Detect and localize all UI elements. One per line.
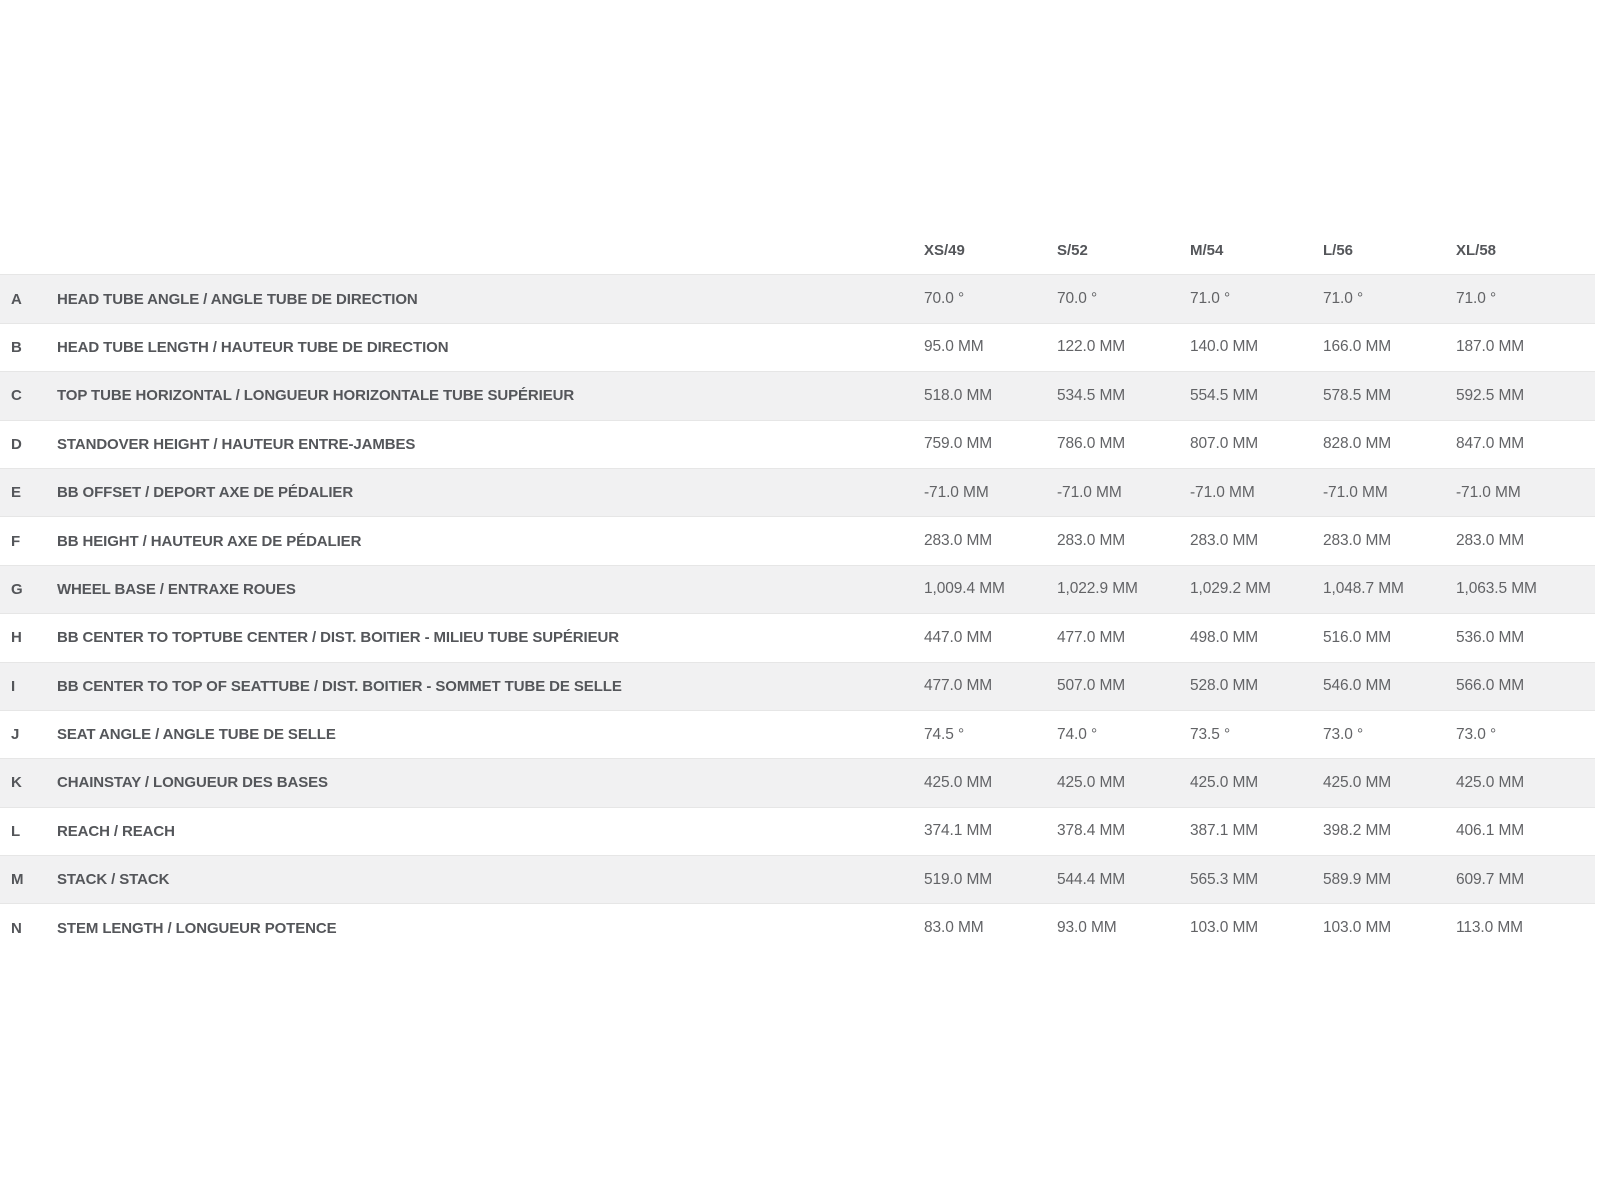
row-letter: D: [11, 435, 22, 453]
value-cell: 807.0 MM: [1190, 435, 1259, 453]
value-cell: 374.1 MM: [924, 822, 993, 840]
geometry-table: [0, 226, 1595, 952]
value-cell: 565.3 MM: [1190, 870, 1259, 888]
row-label: HEAD TUBE ANGLE / ANGLE TUBE DE DIRECTION: [57, 290, 418, 308]
table-row: [0, 468, 1595, 516]
value-cell: 578.5 MM: [1323, 386, 1392, 404]
value-cell: 425.0 MM: [1323, 773, 1392, 791]
row-letter: E: [11, 484, 22, 502]
value-cell: 847.0 MM: [1456, 435, 1525, 453]
table-row: [0, 855, 1595, 903]
value-cell: 166.0 MM: [1323, 338, 1392, 356]
value-cell: 283.0 MM: [1190, 532, 1259, 550]
value-cell: -71.0 MM: [1323, 483, 1388, 501]
value-cell: 528.0 MM: [1190, 677, 1259, 695]
value-cell: 73.5 °: [1190, 725, 1231, 743]
row-label: REACH / REACH: [57, 822, 175, 840]
value-cell: -71.0 MM: [1456, 483, 1521, 501]
value-cell: 425.0 MM: [1190, 773, 1259, 791]
table-row: [0, 613, 1595, 661]
value-cell: 544.4 MM: [1057, 870, 1126, 888]
table-header-row: [0, 226, 1595, 274]
value-cell: 425.0 MM: [924, 773, 993, 791]
value-cell: 398.2 MM: [1323, 822, 1392, 840]
value-cell: 71.0 °: [1190, 290, 1231, 308]
value-cell: 477.0 MM: [1057, 628, 1126, 646]
value-cell: 425.0 MM: [1057, 773, 1126, 791]
row-letter: K: [11, 774, 22, 792]
value-cell: 93.0 MM: [1057, 919, 1117, 937]
row-letter: J: [11, 726, 20, 744]
value-cell: 187.0 MM: [1456, 338, 1525, 356]
value-cell: 786.0 MM: [1057, 435, 1126, 453]
row-label: BB CENTER TO TOP OF SEATTUBE / DIST. BOITIER - SOMMET TUBE DE SELLE: [57, 677, 622, 695]
row-letter: L: [11, 822, 21, 840]
value-cell: 447.0 MM: [924, 628, 993, 646]
value-cell: 71.0 °: [1323, 290, 1364, 308]
value-cell: 406.1 MM: [1456, 822, 1525, 840]
value-cell: 387.1 MM: [1190, 822, 1259, 840]
value-cell: 592.5 MM: [1456, 386, 1525, 404]
value-cell: 73.0 °: [1323, 725, 1364, 743]
row-label: BB CENTER TO TOPTUBE CENTER / DIST. BOITIER - MILIEU TUBE SUPÉRIEUR: [57, 629, 619, 647]
column-header-m-54: M/54: [1190, 241, 1224, 259]
value-cell: 140.0 MM: [1190, 338, 1259, 356]
row-label: HEAD TUBE LENGTH / HAUTEUR TUBE DE DIRECTION: [57, 338, 449, 356]
value-cell: -71.0 MM: [1190, 483, 1255, 501]
value-cell: 534.5 MM: [1057, 386, 1126, 404]
value-cell: 498.0 MM: [1190, 628, 1259, 646]
value-cell: 519.0 MM: [924, 870, 993, 888]
value-cell: 1,063.5 MM: [1456, 580, 1537, 598]
value-cell: 103.0 MM: [1190, 919, 1259, 937]
column-header-l-56: L/56: [1323, 241, 1354, 259]
row-letter: F: [11, 532, 21, 550]
value-cell: 1,022.9 MM: [1057, 580, 1138, 598]
table-row: [0, 807, 1595, 855]
value-cell: 1,048.7 MM: [1323, 580, 1404, 598]
row-label: STEM LENGTH / LONGUEUR POTENCE: [57, 919, 337, 937]
value-cell: 74.5 °: [924, 725, 965, 743]
value-cell: 378.4 MM: [1057, 822, 1126, 840]
value-cell: 477.0 MM: [924, 677, 993, 695]
value-cell: 83.0 MM: [924, 919, 984, 937]
value-cell: -71.0 MM: [924, 483, 989, 501]
row-letter: B: [11, 338, 22, 356]
row-label: TOP TUBE HORIZONTAL / LONGUEUR HORIZONTALE TUBE SUPÉRIEUR: [57, 387, 575, 405]
table-row: [0, 565, 1595, 613]
value-cell: 113.0 MM: [1456, 919, 1523, 937]
table-row: [0, 274, 1595, 322]
row-label: BB HEIGHT / HAUTEUR AXE DE PÉDALIER: [57, 532, 362, 550]
value-cell: 283.0 MM: [1057, 532, 1126, 550]
value-cell: 283.0 MM: [1323, 532, 1392, 550]
value-cell: 1,009.4 MM: [924, 580, 1005, 598]
row-letter: N: [11, 919, 22, 937]
row-letter: A: [11, 290, 22, 308]
value-cell: 122.0 MM: [1057, 338, 1126, 356]
table-row: [0, 758, 1595, 806]
value-cell: 566.0 MM: [1456, 677, 1525, 695]
value-cell: 425.0 MM: [1456, 773, 1525, 791]
value-cell: 73.0 °: [1456, 725, 1497, 743]
value-cell: 71.0 °: [1456, 290, 1497, 308]
value-cell: 95.0 MM: [924, 338, 984, 356]
row-label: WHEEL BASE / ENTRAXE ROUES: [57, 580, 296, 598]
table-row: [0, 710, 1595, 758]
value-cell: 70.0 °: [924, 290, 965, 308]
value-cell: 828.0 MM: [1323, 435, 1392, 453]
value-cell: 70.0 °: [1057, 290, 1098, 308]
value-cell: 546.0 MM: [1323, 677, 1392, 695]
column-header-s-52: S/52: [1057, 241, 1088, 259]
table-row: [0, 662, 1595, 710]
row-label: STACK / STACK: [57, 871, 170, 889]
table-row: [0, 371, 1595, 419]
row-label: BB OFFSET / DEPORT AXE DE PÉDALIER: [57, 484, 354, 502]
column-header-xl-58: XL/58: [1456, 241, 1497, 259]
row-letter: I: [11, 677, 16, 695]
value-cell: 507.0 MM: [1057, 677, 1126, 695]
column-header-xs-49: XS/49: [924, 241, 965, 259]
row-label: SEAT ANGLE / ANGLE TUBE DE SELLE: [57, 726, 336, 744]
row-letter: M: [11, 871, 24, 889]
value-cell: 516.0 MM: [1323, 628, 1392, 646]
value-cell: 283.0 MM: [924, 532, 993, 550]
row-letter: C: [11, 387, 22, 405]
value-cell: 759.0 MM: [924, 435, 993, 453]
row-label: CHAINSTAY / LONGUEUR DES BASES: [57, 774, 328, 792]
value-cell: 283.0 MM: [1456, 532, 1525, 550]
value-cell: 554.5 MM: [1190, 386, 1259, 404]
table-row: [0, 903, 1595, 951]
row-label: STANDOVER HEIGHT / HAUTEUR ENTRE-JAMBES: [57, 435, 416, 453]
value-cell: 103.0 MM: [1323, 919, 1392, 937]
table-row: [0, 516, 1595, 564]
table-row: [0, 323, 1595, 371]
value-cell: 74.0 °: [1057, 725, 1098, 743]
value-cell: 518.0 MM: [924, 386, 993, 404]
row-letter: H: [11, 629, 22, 647]
value-cell: 536.0 MM: [1456, 628, 1525, 646]
value-cell: -71.0 MM: [1057, 483, 1122, 501]
value-cell: 609.7 MM: [1456, 870, 1525, 888]
row-letter: G: [11, 580, 23, 598]
value-cell: 589.9 MM: [1323, 870, 1392, 888]
table-row: [0, 420, 1595, 468]
value-cell: 1,029.2 MM: [1190, 580, 1271, 598]
